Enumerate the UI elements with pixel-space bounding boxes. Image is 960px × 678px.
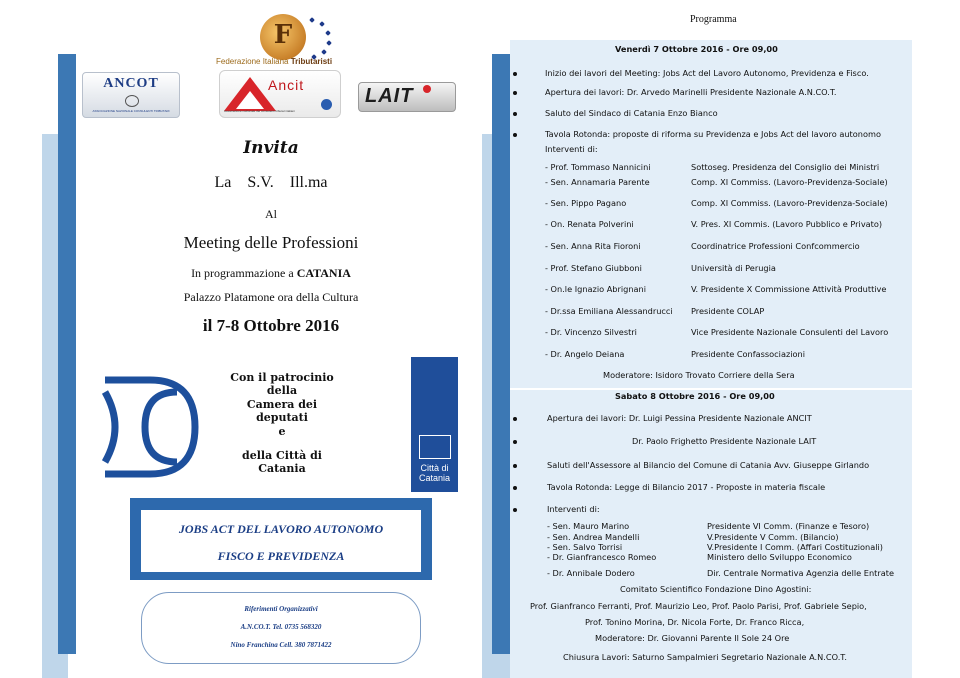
speaker-name: - Sen. Mauro Marino: [547, 521, 630, 531]
speaker-role: V. Presidente X Commissione Attività Produttive: [691, 284, 887, 294]
bullet-icon: [513, 508, 517, 512]
speaker-name: - Sen. Andrea Mandelli: [547, 532, 640, 542]
speaker-role: Presidente VI Comm. (Finanze e Tesoro): [707, 521, 870, 531]
patrocinio-line-3: e: [278, 425, 286, 438]
comitato-members: Prof. Tonino Morina, Dr. Nicola Forte, Dr. Franco Ricca,: [585, 617, 805, 627]
speaker-role: Comp. XI Commiss. (Lavoro-Previdenza-Sociale): [691, 177, 888, 187]
right-page-band-dark: [492, 54, 510, 654]
speaker-role: Presidente Confassociazioni: [691, 349, 806, 359]
left-page-band-dark: [58, 54, 76, 654]
speaker-role: V. Pres. XI Commis. (Lavoro Pubblico e Privato): [691, 219, 883, 229]
stars-icon: [306, 16, 336, 60]
addressee: La S.V. Ill.ma: [214, 174, 328, 191]
ancot-logo: ANCOT ASSOCIAZIONE NAZIONALE CONSULENTI TRIBUTARI: [82, 72, 180, 118]
chiusura-lavori: Chiusura Lavori: Saturno Sampalmieri Segretario Nazionale A.N.CO.T.: [563, 652, 847, 662]
invita-heading: Invita: [243, 138, 299, 158]
venue: Palazzo Platamone ora della Cultura: [183, 290, 359, 304]
bullet-icon: [513, 440, 517, 444]
day2-item: Dr. Paolo Frighetto Presidente Nazionale LAIT: [632, 436, 817, 446]
citta-di-catania-logo: Città di Catania: [411, 357, 458, 492]
ancit-seal-icon: [321, 99, 332, 110]
camera-deputati-logo-icon: [95, 362, 207, 492]
speaker-name: - Dr. Annibale Dodero: [547, 568, 635, 578]
moderatore-day2: Moderatore: Dr. Giovanni Parente Il Sole 24 Ore: [595, 633, 790, 643]
speaker-name: - On. Renata Polverini: [545, 219, 634, 229]
day2-item: Saluti dell'Assessore al Bilancio del Comune di Catania Avv. Giuseppe Girlando: [547, 460, 870, 470]
jobs-act-box: [141, 510, 421, 572]
ancit-logo: Ancit Associazione nazionale dei consulenti tributari italiani: [219, 70, 341, 118]
bullet-icon: [513, 72, 517, 76]
patrocinio-line-4: della Città di Catania: [242, 449, 322, 475]
day1-item: Apertura dei lavori: Dr. Arvedo Marinelli Presidente Nazionale A.N.CO.T.: [545, 87, 837, 97]
bullet-icon: [513, 417, 517, 421]
event-date: il 7-8 Ottobre 2016: [202, 316, 340, 335]
comitato-title: Comitato Scientifico Fondazione Dino Agostini:: [620, 584, 812, 594]
interventi-label: Interventi di:: [545, 144, 598, 154]
speaker-role: Ministero dello Sviluppo Economico: [707, 552, 852, 562]
speaker-name: - Sen. Anna Rita Fioroni: [545, 241, 641, 251]
jobs-act-line-1: JOBS ACT DEL LAVORO AUTONOMO: [178, 522, 384, 536]
speaker-role: V.Presidente V Comm. (Bilancio): [707, 532, 839, 542]
speaker-role: Vice Presidente Nazionale Consulenti del Lavoro: [691, 327, 889, 337]
patrocinio-line-1: Con il patrocinio della: [230, 371, 334, 397]
logo-row: [76, 70, 466, 122]
day1-item: Saluto del Sindaco di Catania Enzo Bianco: [545, 108, 718, 118]
bullet-icon: [513, 133, 517, 137]
speaker-name: - Dr. Angelo Deiana: [545, 349, 625, 359]
day2-item: Apertura dei lavori: Dr. Luigi Pessina Presidente Nazionale ANCIT: [547, 413, 812, 423]
bullet-icon: [513, 464, 517, 468]
al-text: Al: [265, 207, 277, 221]
ancot-phone: A.N.CO.T. Tel. 0735 568320: [240, 623, 322, 631]
speaker-role: Coordinatrice Professioni Confcommercio: [691, 241, 860, 251]
interventi-label: Interventi di:: [547, 504, 600, 514]
location-city: In programmazione a CATANIA: [191, 266, 351, 280]
day1-item: Inizio dei lavori del Meeting: Jobs Act del Lavoro Autonomo, Previdenza e Fisco.: [545, 68, 869, 78]
fit-emblem-icon: F: [260, 14, 306, 60]
riferimenti-title: Riferimenti Organizzativi: [244, 605, 318, 613]
comitato-members: Prof. Gianfranco Ferranti, Prof. Maurizio Leo, Prof. Paolo Parisi, Prof. Gabriele Sepio,: [530, 601, 867, 611]
speaker-name: - Prof. Stefano Giubboni: [545, 263, 642, 273]
riferimenti-box: [141, 592, 421, 664]
bullet-icon: [513, 112, 517, 116]
speaker-name: - Dr. Gianfrancesco Romeo: [547, 552, 657, 562]
speaker-name: - Dr.ssa Emiliana Alessandrucci: [545, 306, 673, 316]
bullet-icon: [513, 91, 517, 95]
speaker-name: - Sen. Annamaria Parente: [545, 177, 650, 187]
contact-phone: Nino Franchina Cell. 380 7871422: [230, 641, 332, 649]
catania-shield-icon: [419, 435, 451, 459]
speaker-role: V.Presidente I Comm. (Affari Costituzionali): [707, 542, 883, 552]
moderatore-day1: Moderatore: Isidoro Trovato Corriere della Sera: [603, 370, 795, 380]
jobs-act-line-2: FISCO E PREVIDENZA: [217, 549, 345, 563]
day2-item: Tavola Rotonda: Legge di Bilancio 2017 - Proposte in materia fiscale: [547, 482, 826, 492]
fit-name: Federazione Italiana Tributaristi: [216, 57, 333, 66]
speaker-name: - Prof. Tommaso Nannicini: [545, 162, 651, 172]
speaker-role: Comp. XI Commiss. (Lavoro-Previdenza-Sociale): [691, 198, 888, 208]
bullet-icon: [513, 486, 517, 490]
day-separator: [510, 388, 912, 390]
speaker-name: - On.le Ignazio Abrignani: [545, 284, 647, 294]
lait-logo: LAIT: [358, 82, 456, 112]
day1-header: Venerdì 7 Ottobre 2016 - Ore 09,00: [615, 44, 778, 54]
event-title: Meeting delle Professioni: [183, 233, 359, 252]
programma-heading: Programma: [690, 14, 737, 25]
speaker-role: Sottoseg. Presidenza del Consiglio dei Ministri: [691, 162, 880, 172]
speaker-role: Dir. Centrale Normativa Agenzia delle Entrate: [707, 568, 894, 578]
day1-item: Tavola Rotonda: proposte di riforma su Previdenza e Jobs Act del lavoro autonomo: [545, 129, 881, 139]
patrocinio-line-2: Camera dei deputati: [246, 398, 318, 424]
speaker-name: - Dr. Vincenzo Silvestri: [545, 327, 637, 337]
speaker-name: - Sen. Salvo Torrisi: [547, 542, 623, 552]
speaker-role: Presidente COLAP: [691, 306, 765, 316]
ancot-seal-icon: [125, 95, 139, 107]
day2-header: Sabato 8 Ottobre 2016 - Ore 09,00: [615, 391, 775, 401]
speaker-role: Università di Perugia: [691, 263, 776, 273]
speaker-name: - Sen. Pippo Pagano: [545, 198, 627, 208]
